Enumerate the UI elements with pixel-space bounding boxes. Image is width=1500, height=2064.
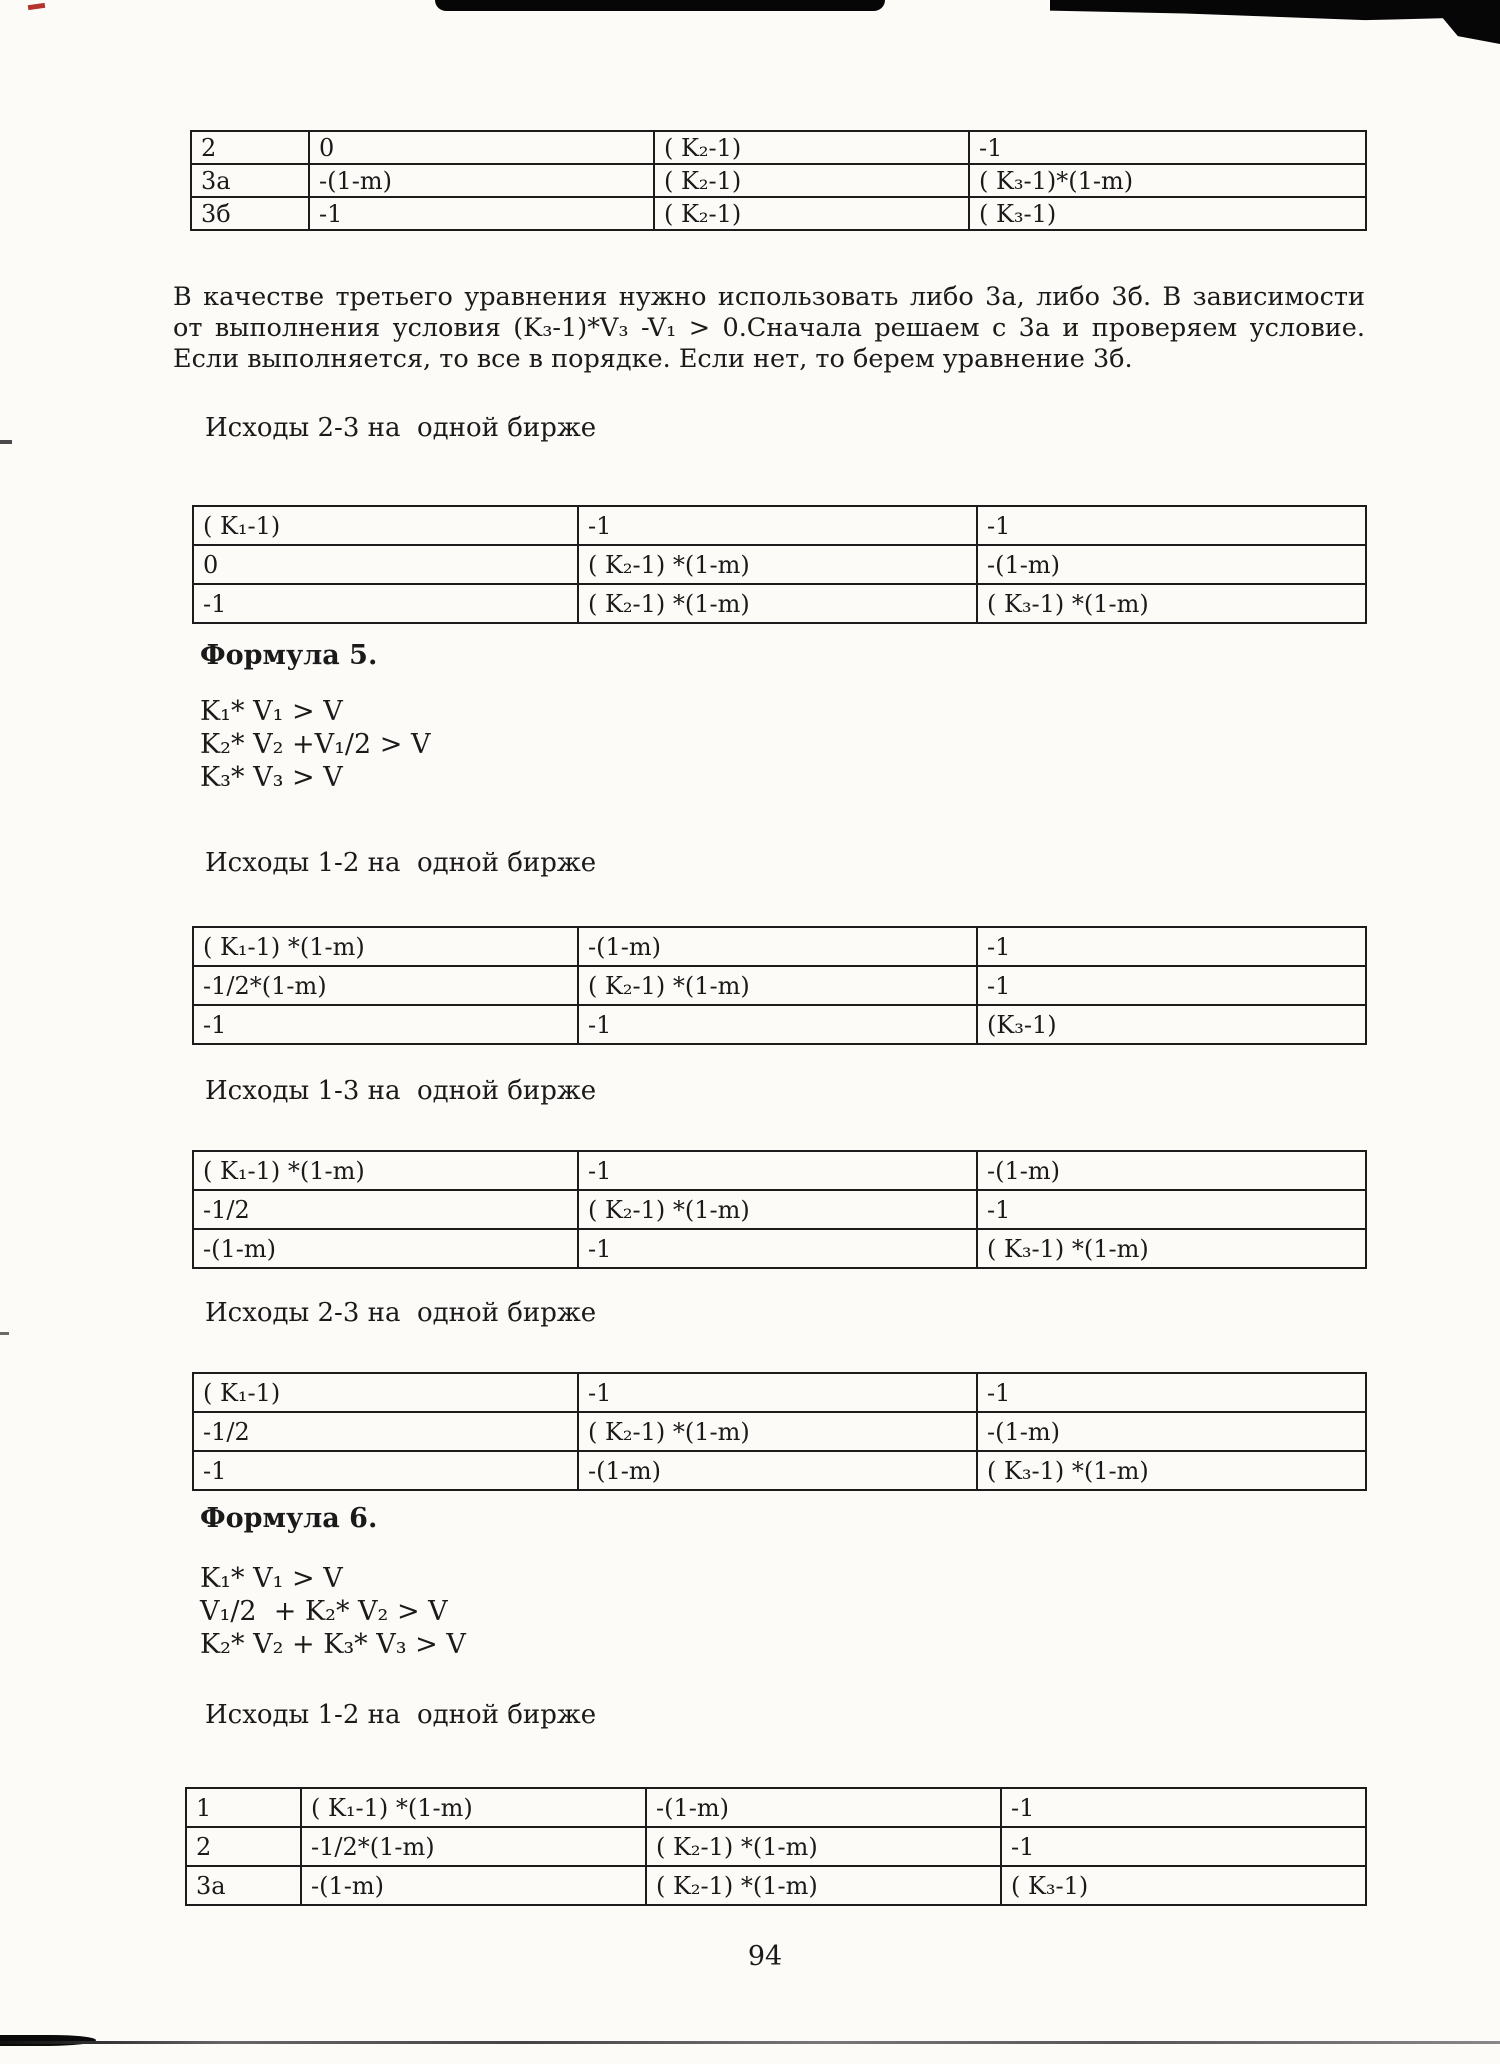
table-row bbox=[186, 1866, 1366, 1905]
table-cell: -1 bbox=[578, 1373, 977, 1412]
table-cell: ( K₁-1) *(1-m) bbox=[193, 1151, 578, 1190]
table-row bbox=[193, 1373, 1366, 1412]
table-cell: -1 bbox=[578, 1151, 977, 1190]
table-row bbox=[186, 1827, 1366, 1866]
table-cell: ( K₂-1) bbox=[654, 164, 969, 197]
table-cell: 0 bbox=[193, 545, 578, 584]
section-title-outcomes-1-3: Исходы 1-3 на одной бирже bbox=[205, 1076, 597, 1106]
coefficients-table-outcomes-1-3 bbox=[192, 1150, 1367, 1269]
table-cell: -1/2*(1-m) bbox=[301, 1827, 646, 1866]
table-cell: -1/2 bbox=[193, 1190, 578, 1229]
table-cell: -1 bbox=[977, 506, 1366, 545]
table-cell: -1 bbox=[1001, 1827, 1366, 1866]
table-cell: ( K₂-1) bbox=[654, 197, 969, 230]
table-cell: ( K₁-1) *(1-m) bbox=[193, 927, 578, 966]
table-cell: 1 bbox=[186, 1788, 301, 1827]
section-title-outcomes-2-3: Исходы 2-3 на одной бирже bbox=[205, 413, 597, 443]
table-cell: -1 bbox=[1001, 1788, 1366, 1827]
note-paragraph: В качестве третьего уравнения нужно использовать либо 3а, либо 3б. В зависимости от выполнения условия (K₃-1)*V₃ -V₁ > 0.Сначала решаем с 3а и проверяем условие. Если выполняется, то все в порядке. Если нет, то берем уравнение 3б. bbox=[173, 281, 1365, 374]
scan-artifact-top-strip bbox=[435, 0, 885, 11]
table-cell: -(1-m) bbox=[309, 164, 654, 197]
table-row bbox=[186, 1788, 1366, 1827]
equation-line: K₁* V₁ > V bbox=[200, 696, 343, 727]
table-cell: -(1-m) bbox=[578, 1451, 977, 1490]
table-row bbox=[191, 131, 1366, 164]
table-row bbox=[193, 1412, 1366, 1451]
table-row bbox=[193, 1229, 1366, 1268]
coefficients-table-intro bbox=[190, 130, 1367, 231]
table-row bbox=[193, 1451, 1366, 1490]
equation-line: K₁* V₁ > V bbox=[200, 1563, 343, 1594]
table-cell: -1/2*(1-m) bbox=[193, 966, 578, 1005]
table-cell: ( K₃-1) *(1-m) bbox=[977, 584, 1366, 623]
table-cell: -1 bbox=[193, 584, 578, 623]
table-cell: ( K₂-1) *(1-m) bbox=[578, 1412, 977, 1451]
coefficients-table-outcomes-2-3 bbox=[192, 505, 1367, 624]
table-cell: -1 bbox=[977, 1373, 1366, 1412]
table-row bbox=[193, 545, 1366, 584]
table-cell: ( K₃-1) *(1-m) bbox=[977, 1229, 1366, 1268]
section-title-outcomes-1-2-b: Исходы 1-2 на одной бирже bbox=[205, 1700, 597, 1730]
table-row bbox=[193, 966, 1366, 1005]
formula-6-equations bbox=[200, 1562, 466, 1661]
scan-artifact-edge-mark bbox=[0, 1332, 9, 1335]
table-cell: ( K₁-1) bbox=[193, 506, 578, 545]
table-row bbox=[193, 1005, 1366, 1044]
table-cell: -(1-m) bbox=[977, 1412, 1366, 1451]
table-cell: -(1-m) bbox=[977, 1151, 1366, 1190]
equation-line: K₃* V₃ > V bbox=[200, 762, 343, 793]
table-cell: -(1-m) bbox=[646, 1788, 1001, 1827]
table-cell: 0 bbox=[309, 131, 654, 164]
table-cell: -1 bbox=[969, 131, 1366, 164]
table-cell: -(1-m) bbox=[193, 1229, 578, 1268]
table-row bbox=[191, 164, 1366, 197]
table-row bbox=[193, 1151, 1366, 1190]
scan-artifact-top-strip bbox=[1050, 0, 1500, 28]
table-cell: ( K₂-1) *(1-m) bbox=[578, 966, 977, 1005]
equation-line: K₂* V₂ +V₁/2 > V bbox=[200, 729, 431, 760]
table-cell: ( K₁-1) bbox=[193, 1373, 578, 1412]
scan-artifact-red-mark bbox=[28, 3, 46, 10]
table-row bbox=[191, 197, 1366, 230]
equation-line: K₂* V₂ + K₃* V₃ > V bbox=[200, 1629, 466, 1660]
table-cell: ( K₂-1) *(1-m) bbox=[646, 1866, 1001, 1905]
table-cell: -1 bbox=[977, 1190, 1366, 1229]
table-cell: -1 bbox=[309, 197, 654, 230]
table-cell: ( K₂-1) *(1-m) bbox=[578, 1190, 977, 1229]
section-title-outcomes-1-2: Исходы 1-2 на одной бирже bbox=[205, 848, 597, 878]
table-cell: 2 bbox=[186, 1827, 301, 1866]
coefficients-table-outcomes-1-2 bbox=[192, 926, 1367, 1045]
page-number: 94 bbox=[747, 1941, 783, 1972]
table-cell: 3б bbox=[191, 197, 309, 230]
coefficients-table-outcomes-1-2-b bbox=[185, 1787, 1367, 1906]
table-cell: ( K₃-1) bbox=[1001, 1866, 1366, 1905]
table-cell: -1 bbox=[578, 1229, 977, 1268]
table-cell: ( K₃-1)*(1-m) bbox=[969, 164, 1366, 197]
table-cell: -1 bbox=[578, 1005, 977, 1044]
table-cell: ( K₂-1) *(1-m) bbox=[646, 1827, 1001, 1866]
table-cell: -(1-m) bbox=[977, 545, 1366, 584]
table-row bbox=[193, 927, 1366, 966]
table-cell: -1 bbox=[977, 927, 1366, 966]
table-cell: 2 bbox=[191, 131, 309, 164]
table-cell: -(1-m) bbox=[578, 927, 977, 966]
table-cell: ( K₃-1) bbox=[969, 197, 1366, 230]
table-cell: -1 bbox=[977, 966, 1366, 1005]
table-cell: -(1-m) bbox=[301, 1866, 646, 1905]
formula-6-title: Формула 6. bbox=[200, 1503, 378, 1534]
table-cell: ( K₃-1) *(1-m) bbox=[977, 1451, 1366, 1490]
scan-artifact-top-corner bbox=[1438, 0, 1500, 44]
table-cell: ( K₂-1) bbox=[654, 131, 969, 164]
table-row bbox=[193, 584, 1366, 623]
table-cell: -1 bbox=[578, 506, 977, 545]
scan-artifact-bottom-line bbox=[0, 2041, 1500, 2044]
formula-5-equations bbox=[200, 695, 431, 794]
table-cell: -1/2 bbox=[193, 1412, 578, 1451]
table-row bbox=[193, 1190, 1366, 1229]
formula-5-title: Формула 5. bbox=[200, 640, 378, 671]
table-cell: -1 bbox=[193, 1005, 578, 1044]
scan-artifact-edge-mark bbox=[0, 440, 12, 444]
coefficients-table-outcomes-2-3-b bbox=[192, 1372, 1367, 1491]
section-title-outcomes-2-3: Исходы 2-3 на одной бирже bbox=[205, 1298, 597, 1328]
table-cell: (K₃-1) bbox=[977, 1005, 1366, 1044]
table-cell: 3а bbox=[186, 1866, 301, 1905]
table-cell: 3а bbox=[191, 164, 309, 197]
table-row bbox=[193, 506, 1366, 545]
table-cell: ( K₁-1) *(1-m) bbox=[301, 1788, 646, 1827]
table-cell: ( K₂-1) *(1-m) bbox=[578, 584, 977, 623]
table-cell: ( K₂-1) *(1-m) bbox=[578, 545, 977, 584]
equation-line: V₁/2 + K₂* V₂ > V bbox=[200, 1596, 448, 1627]
table-cell: -1 bbox=[193, 1451, 578, 1490]
